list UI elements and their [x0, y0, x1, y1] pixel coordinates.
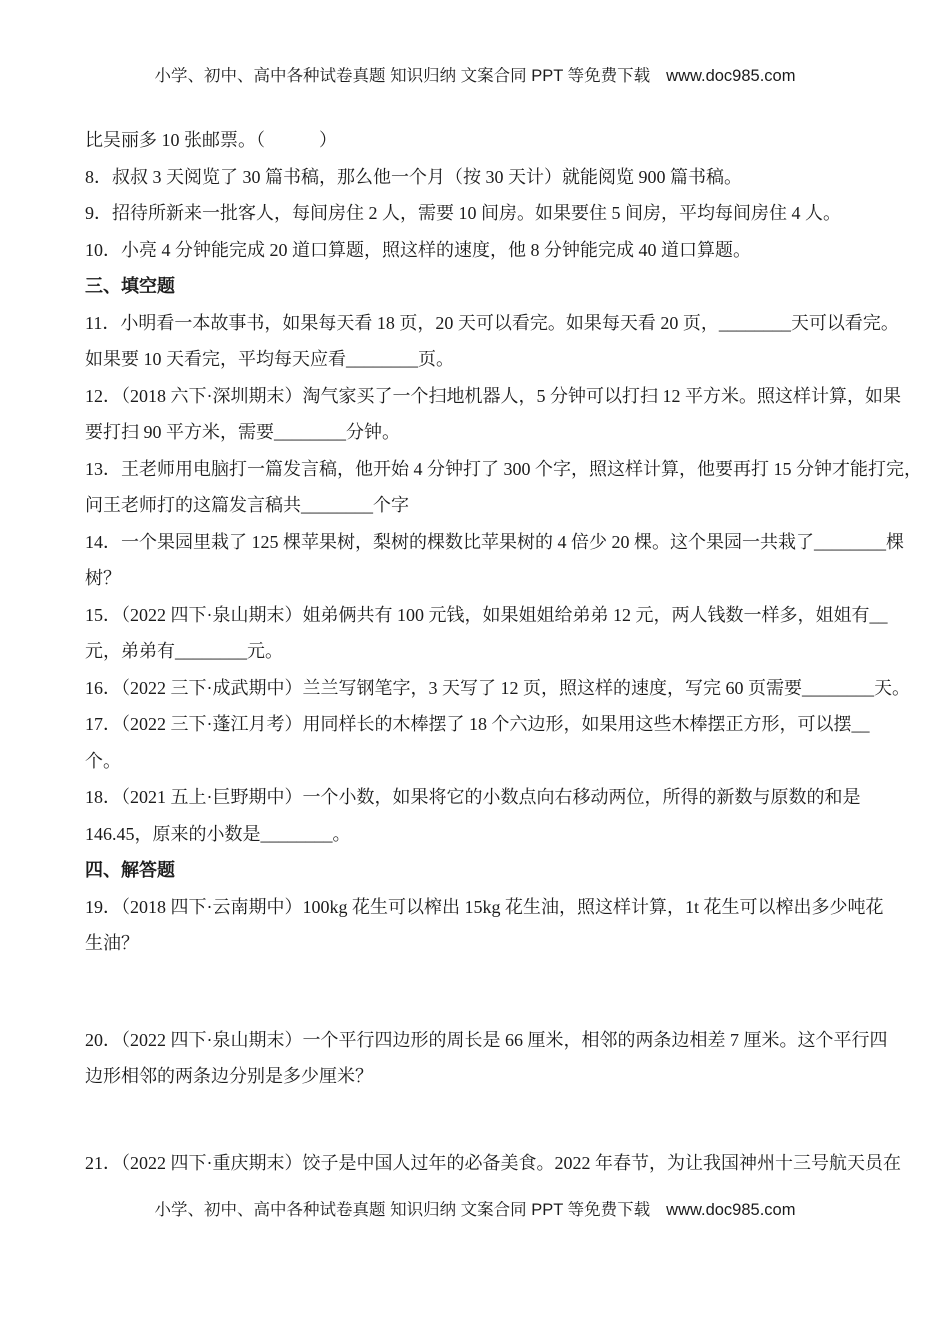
- question-18-line-1: 18．（2021 五上·巨野期中）一个小数，如果将它的小数点向右移动两位，所得的新数与原数的和是: [85, 787, 861, 807]
- question-12-line-2: 要打扫 90 平方米，需要________分钟。: [85, 422, 400, 442]
- question-21-line-1: 21．（2022 四下·重庆期末）饺子是中国人过年的必备美食。2022 年春节，为让我国神州十三号航天员在: [85, 1152, 901, 1173]
- page-footer: [0, 1196, 950, 1220]
- question-20-line-2: 边形相邻的两条边分别是多少厘米？: [85, 1066, 373, 1086]
- question-19-line-2: 生油？: [85, 933, 139, 953]
- worksheet-body: [85, 122, 927, 1181]
- question-9: 9．招待所新来一批客人，每间房住 2 人，需要 10 间房。如果要住 5 间房，平均每间房住 4 人。: [85, 203, 841, 223]
- question-15-line-1: 15．（2022 四下·泉山期末）姐弟俩共有 100 元钱，如果姐姐给弟弟 12 元，两人钱数一样多，姐姐有__: [85, 604, 888, 625]
- question-14-line-1: 14．一个果园里栽了 125 棵苹果树，梨树的棵数比苹果树的 4 倍少 20 棵。这个果园一共栽了________棵: [85, 531, 904, 552]
- header-slogan: 小学、初中、高中各种试卷真题 知识归纳 文案合同 PPT 等免费下载: [154, 67, 651, 85]
- question-8: 8．叔叔 3 天阅览了 30 篇书稿，那么他一个月（按 30 天计）就能阅览 900 篇书稿。: [85, 166, 742, 187]
- continued-question-7-line: 比吴丽多 10 张邮票。（ ）: [85, 130, 337, 150]
- question-17-line-2: 个。: [85, 750, 121, 771]
- question-11-line-2: 如果要 10 天看完，平均每天应看________页。: [85, 349, 454, 369]
- question-13-line-2: 问王老师打的这篇发言稿共________个字: [85, 495, 409, 515]
- question-13-line-1: 13．王老师用电脑打一篇发言稿，他开始 4 分钟打了 300 个字，照这样计算，他要再打 15 分钟才能打完，: [85, 458, 922, 479]
- question-14-line-2: 树？: [85, 568, 121, 588]
- question-19-line-1: 19．（2018 四下·云南期中）100kg 花生可以榨出 15kg 花生油，照这样计算，1t 花生可以榨出多少吨花: [85, 896, 884, 917]
- question-20-line-1: 20．（2022 四下·泉山期末）一个平行四边形的周长是 66 厘米，相邻的两条边相差 7 厘米。这个平行四: [85, 1029, 888, 1050]
- section-heading-solve: 四、解答题: [85, 860, 175, 880]
- question-17-line-1: 17．（2022 三下·蓬江月考）用同样长的木棒摆了 18 个六边形，如果用这些木棒摆正方形，可以摆__: [85, 714, 870, 734]
- question-10: 10．小亮 4 分钟能完成 20 道口算题，照这样的速度，他 8 分钟能完成 40 道口算题。: [85, 239, 751, 260]
- question-18-line-2: 146.45，原来的小数是________。: [85, 823, 351, 844]
- question-16-line-1: 16．（2022 三下·成武期中）兰兰写钢笔字，3 天写了 12 页，照这样的速度，写完 60 页需要________天。: [85, 677, 910, 698]
- answer-space-19: [85, 962, 927, 1022]
- question-11-line-1: 11．小明看一本故事书，如果每天看 18 页，20 天可以看完。如果每天看 20 页，________天可以看完。: [85, 312, 899, 333]
- footer-site-url: www.doc985.com: [666, 1201, 796, 1219]
- header-site-url: www.doc985.com: [666, 67, 796, 85]
- question-15-line-2: 元，弟弟有________元。: [85, 641, 283, 661]
- page-header: [0, 62, 950, 86]
- section-heading-fill-in: 三、填空题: [85, 276, 175, 296]
- answer-space-20: [85, 1095, 927, 1145]
- question-12-line-1: 12．（2018 六下·深圳期末）淘气家买了一个扫地机器人，5 分钟可以打扫 12 平方米。照这样计算，如果: [85, 385, 901, 406]
- footer-slogan: 小学、初中、高中各种试卷真题 知识归纳 文案合同 PPT 等免费下载: [154, 1201, 651, 1219]
